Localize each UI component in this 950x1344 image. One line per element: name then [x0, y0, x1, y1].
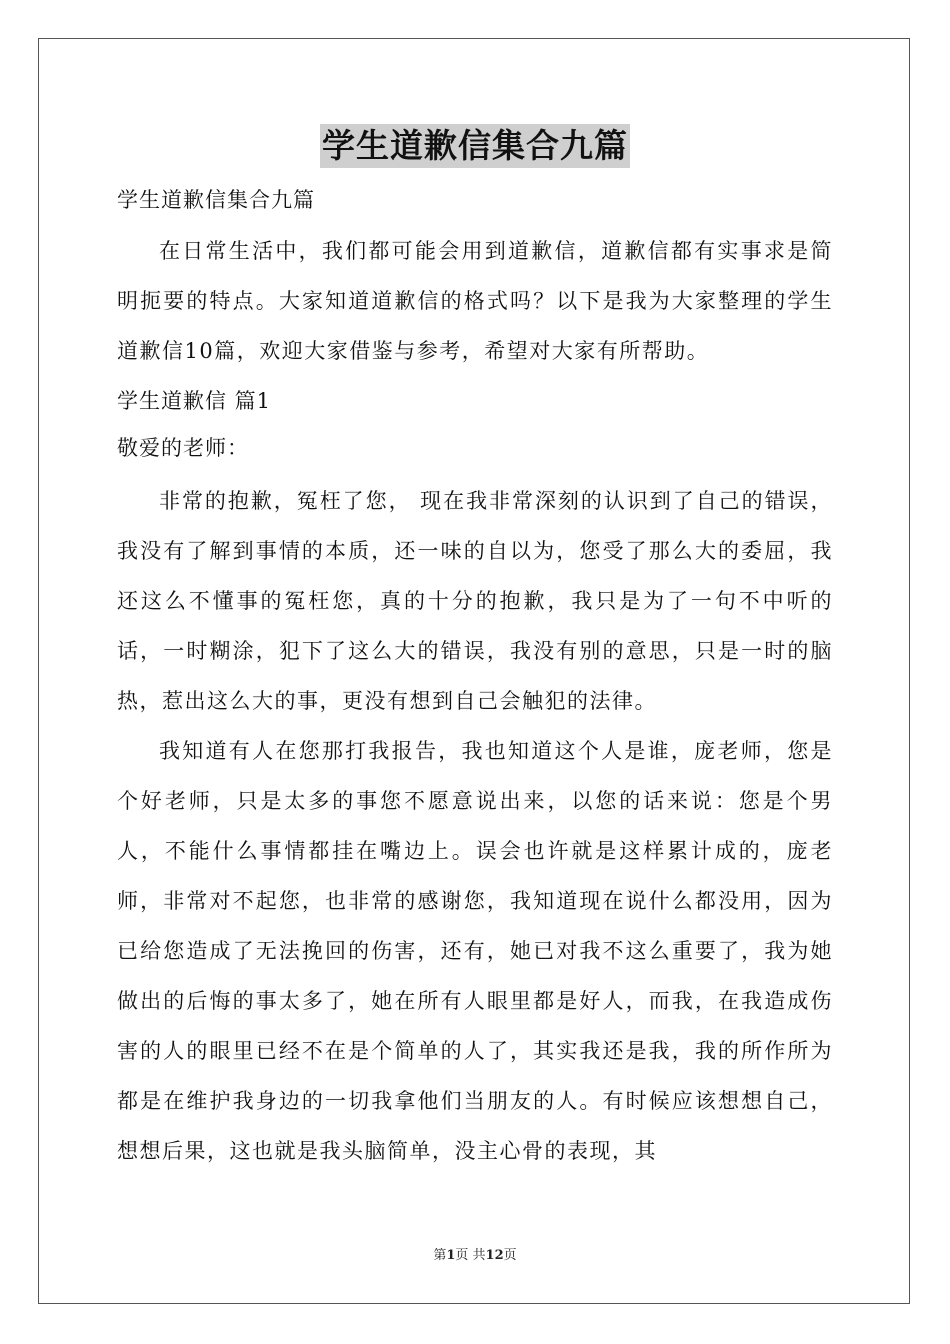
document-body [117, 178, 833, 1176]
body-paragraph-1: 非常的抱歉，冤枉了您， 现在我非常深刻的认识到了自己的错误，我没有了解到事情的本质，还一味的自以为，您受了那么大的委屈，我还这么不懂事的冤枉您，真的十分的抱歉，我只是为了一句不中听的话，一时糊涂，犯下了这么大的错误，我没有别的意思，只是一时的脑热，惹出这么大的事，更没有想到自己会触犯的法律。 [117, 489, 833, 713]
document-subtitle: 学生道歉信集合九篇 [117, 188, 315, 212]
page-footer [0, 1244, 950, 1263]
body-paragraph-2: 我知道有人在您那打我报告，我也知道这个人是谁，庞老师，您是个好老师，只是太多的事您不愿意说出来，以您的话来说：您是个男人，不能什么事情都挂在嘴边上。误会也许就是这样累计成的，庞老师，非常对不起您，也非常的感谢您，我知道现在说什么都没用，因为已给您造成了无法挽回的伤害，还有，她已对我不这么重要了，我为她做出的后悔的事太多了，她在所有人眼里都是好人，而我，在我造成伤害的人的眼里已经不在是个简单的人了，其实我还是我，我的所作所为都是在维护我身边的一切我拿他们当朋友的人。有时候应该想想自己，想想后果，这也就是我头脑简单，没主心骨的表现，其 [117, 739, 833, 1163]
footer-total-pages: 12 [485, 1248, 504, 1263]
section-heading: 学生道歉信 篇1 [117, 389, 272, 413]
footer-page-number: 1 [446, 1248, 456, 1263]
footer-page-suffix: 页 共 [455, 1248, 486, 1263]
title-container [0, 124, 950, 168]
footer-total-suffix: 页 [503, 1248, 517, 1263]
document-title: 学生道歉信集合九篇 [320, 124, 630, 168]
footer-prefix: 第 [433, 1248, 447, 1263]
salutation: 敬爱的老师： [117, 436, 249, 460]
intro-paragraph: 在日常生活中，我们都可能会用到道歉信，道歉信都有实事求是简明扼要的特点。大家知道道歉信的格式吗？以下是我为大家整理的学生道歉信10篇，欢迎大家借鉴与参考，希望对大家有所帮助。 [117, 239, 833, 363]
